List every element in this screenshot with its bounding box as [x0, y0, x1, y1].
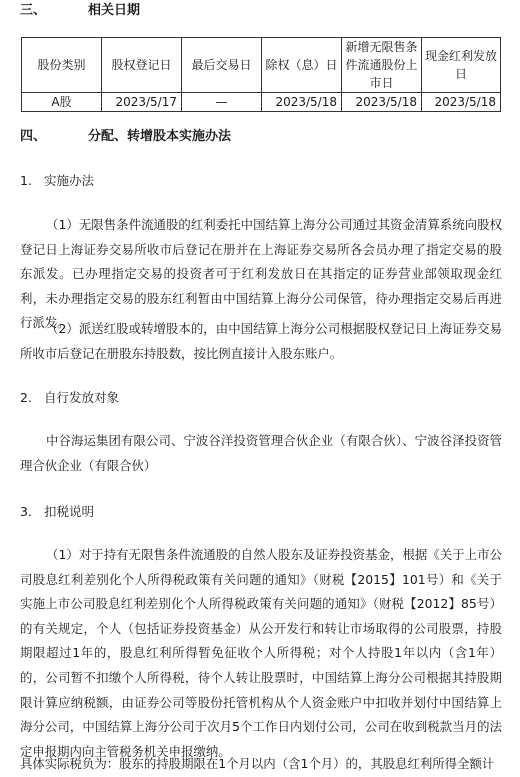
- section-title: 分配、转增股本实施办法: [88, 129, 232, 144]
- item-title: 扣税说明: [44, 504, 95, 519]
- table-header-cell: 除权（息）日: [262, 38, 342, 93]
- table-header-cell: 现金红利发放日: [422, 38, 501, 93]
- item-number: 1.: [20, 173, 32, 188]
- table-cell-ex-dividend-date: 2023/5/18: [262, 93, 342, 112]
- item-number: 3.: [20, 504, 32, 519]
- item-title: 实施办法: [44, 173, 95, 188]
- subheading-self-distribution: [20, 390, 220, 406]
- section-title: 相关日期: [88, 3, 141, 18]
- table-cell-last-trading-day: —: [182, 93, 262, 112]
- table-header-cell: 股份类别: [22, 38, 102, 93]
- paragraph-actual-tax-burden: 具体实际税负为：股东的持股期限在1个月以内（含1个月）的，其股息红利所得全额计: [20, 756, 495, 771]
- table-header-cell: 新增无限售条件流通股份上市日: [342, 38, 422, 93]
- table-cell-record-date: 2023/5/17: [102, 93, 182, 112]
- item-title: 自行发放对象: [44, 390, 120, 405]
- paragraph-bonus-shares: （2）派送红股或转增股本的，由中国结算上海分公司根据股权登记日上海证券交易所收市后登记在册股东持股数，按比例直接计入股东账户。: [20, 321, 502, 361]
- table-cell-share-class: A股: [22, 93, 102, 112]
- table-cell-payment-date: 2023/5/18: [422, 93, 501, 112]
- section-number: 三、: [20, 3, 47, 18]
- table-header-cell: 最后交易日: [182, 38, 262, 93]
- section-heading-implementation: [20, 129, 420, 145]
- section-number: 四、: [20, 129, 47, 144]
- paragraph-individual-tax: （1）对于持有无限售条件流通股的自然人股东及证券投资基金，根据《关于上市公司股息红利差别化个人所得税政策有关问题的通知》（财税【2015】101号）和《关于实施上市公司股息红利差别化个人所得税政策有关问题的通知》（财税【2012】85号）的有关规定，个人（包括证券投资基金）从公开发行和转让市场取得的公司股票，持股期限超过1年的，股息红利所得暂免征收个人所得税；对个人持股1年以内（含1年）的，公司暂不扣缴个人所得税，待个人转让股票时，中国结算上海分公司根据其持股期限计算应纳税额，由证券公司等股份托管机构从个人资金账户中扣收并划付中国结算上海分公司，中国结算上海分公司于次月5个工作日内划付公司，公司在收到税款当月的法定申报期内向主管税务机关申报缴纳。: [20, 547, 502, 759]
- subheading-implementation-method: [20, 173, 220, 189]
- subheading-tax: [20, 504, 220, 520]
- section-heading-dates: [20, 3, 320, 19]
- table-row: [22, 93, 501, 112]
- table-header-cell: 股权登记日: [102, 38, 182, 93]
- table-cell-listing-date: 2023/5/18: [342, 93, 422, 112]
- dates-table: [21, 37, 501, 112]
- item-number: 2.: [20, 390, 32, 405]
- table-header-row: [22, 38, 501, 93]
- paragraph-unrestricted-dividend: （1）无限售条件流通股的红利委托中国结算上海分公司通过其资金清算系统向股权登记日上海证券交易所收市后登记在册并在上海证券交易所各会员办理了指定交易的股东派发。已办理指定交易的投资者可于红利发放日在其指定的证券营业部领取现金红利，未办理指定交易的股东红利暂由中国结算上海分公司保管，待办理指定交易后再进行派发。: [20, 217, 502, 331]
- paragraph-self-distribution-entities: 中谷海运集团有限公司、宁波谷洋投资管理合伙企业（有限合伙）、宁波谷泽投资管理合伙企业（有限合伙）: [20, 433, 502, 473]
